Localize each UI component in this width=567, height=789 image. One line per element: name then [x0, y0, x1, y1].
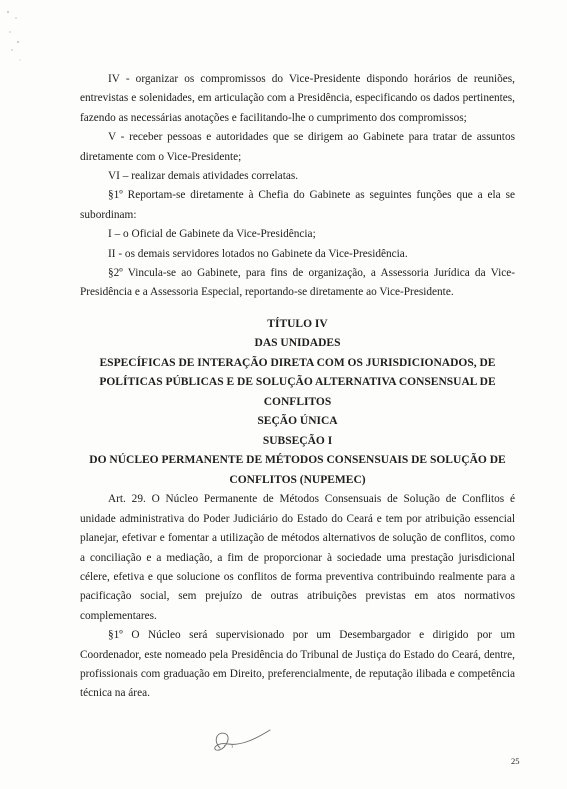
paragraph-inciso-vi: VI – realizar demais atividades correlatas. — [108, 170, 299, 183]
document-body — [80, 70, 515, 704]
paragraph-inciso-v: V - receber pessoas e autoridades que se dirigem ao Gabinete para tratar de assuntos diretamente com o Vice-Presidente; — [80, 131, 515, 163]
heading-secao: SEÇÃO ÚNICA — [257, 415, 338, 428]
paragraph-art-29: Art. 29. O Núcleo Permanente de Métodos Consensuais de Solução de Conflitos é unidade administrativa do Poder Judiciário do Estado do Ceará e tem por atribuição essencial planejar, efetivar e fomentar a utilização de métodos alternativos de solução de conflitos, como a conciliação e a mediação, a fim de proporcionar à sociedade uma prestação jurisdicional célere, efetiva e que solucione os conflitos de forma preventiva contribuindo realmente para a pacificação social, sem prejuízo de outras atribuições previstas em atos normativos complementares. — [80, 493, 515, 622]
page-number: 25 — [511, 756, 520, 766]
heading-titulo: TÍTULO IV — [267, 317, 328, 330]
paragraph-inciso-i: I – o Oficial de Gabinete da Vice-Presidência; — [108, 228, 316, 241]
heading-nucleo: DO NÚCLEO PERMANENTE DE MÉTODOS CONSENSUAIS DE SOLUÇÃO DE CONFLITOS (NUPEMEC) — [89, 454, 506, 486]
heading-subsecao: SUBSEÇÃO I — [262, 434, 333, 447]
paragraph-sec-1: §1º Reportam-se diretamente à Chefia do Gabinete as seguintes funções que a ela se subordinam: — [80, 189, 515, 221]
paragraph-inciso-ii: II - os demais servidores lotados no Gabinete da Vice-Presidência. — [108, 247, 408, 260]
signature-initials — [206, 722, 286, 758]
scan-specks — [0, 0, 40, 80]
paragraph-sec-2: §2º Vincula-se ao Gabinete, para fins de organização, a Assessoria Jurídica da Vice-Presidência e a Assessoria Especial, reportando-se diretamente ao Vice-Presidente. — [80, 267, 515, 299]
heading-especificas: ESPECÍFICAS DE INTERAÇÃO DIRETA COM OS JURISDICIONADOS, DE POLÍTICAS PÚBLICAS E DE SOLUÇÃO ALTERNATIVA CONSENSUAL DE CONFLITOS — [99, 356, 496, 408]
paragraph-art-29-sec-1: §1º O Núcleo será supervisionado por um Desembargador e dirigido por um Coordenador, este nomeado pela Presidência do Tribunal de Justiça do Estado do Ceará, dentre, profissionais com graduação em Direito, preferencialmente, de reputação ilibada e competência técnica na área. — [80, 629, 515, 700]
heading-das-unidades: DAS UNIDADES — [254, 337, 341, 350]
paragraph-inciso-iv: IV - organizar os compromissos do Vice-Presidente dispondo horários de reuniões, entrevistas e solenidades, em articulação com a Presidência, especificando os dados pertinentes, fazendo as necessárias anotações e facilitando-lhe o cumprimento dos compromissos; — [80, 73, 515, 124]
